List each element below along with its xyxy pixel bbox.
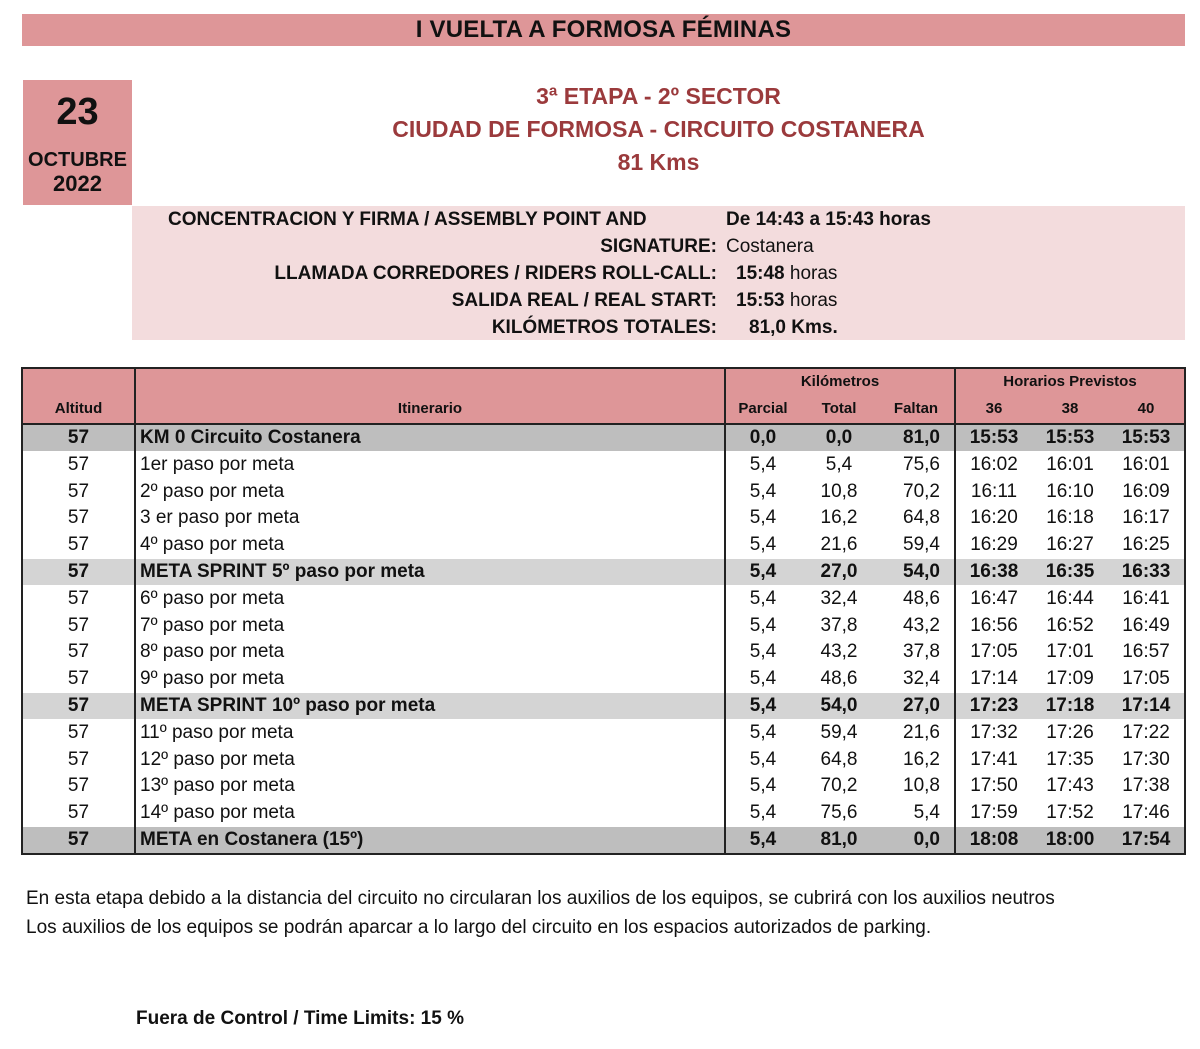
cell-itinerario: 8º paso por meta: [135, 639, 725, 666]
header-total: Total: [800, 396, 878, 424]
header-speed-40: 40: [1108, 396, 1185, 424]
signature-label: SIGNATURE:: [600, 236, 717, 257]
cell-parcial: 5,4: [725, 559, 800, 586]
cell-time-38: 16:18: [1046, 507, 1094, 529]
cell-time-38: 17:18: [1032, 693, 1108, 720]
cell-time-36: 16:20: [970, 507, 1018, 529]
cell-time-36: 16:47: [970, 587, 1018, 609]
header-itinerario: Itinerario: [135, 396, 725, 424]
cell-itinerario: 11º paso por meta: [135, 719, 725, 746]
cell-altitud: 57: [22, 800, 135, 827]
cell-parcial: 5,4: [749, 587, 777, 609]
cell-total: 21,6: [820, 534, 858, 556]
header-kilometros: Kilómetros: [725, 368, 955, 396]
cell-faltan: 54,0: [878, 559, 955, 586]
cell-altitud: 57: [22, 585, 135, 612]
cell-time-38: 16:10: [1046, 480, 1094, 502]
stage-info-panel: [132, 206, 1185, 340]
cell-time-38: 18:00: [1032, 827, 1108, 855]
table-row: [22, 666, 1185, 693]
cell-altitud: 57: [22, 612, 135, 639]
cell-altitud: 57: [22, 746, 135, 773]
cell-time-38: 16:52: [1046, 614, 1094, 636]
table-row: [22, 585, 1185, 612]
cell-time-38: 17:52: [1046, 802, 1094, 824]
cell-parcial: 0,0: [725, 424, 800, 452]
cell-time-40: 16:17: [1108, 505, 1185, 532]
table-row: [22, 505, 1185, 532]
cell-altitud: 57: [22, 424, 135, 452]
cell-time-36: 17:59: [970, 802, 1018, 824]
info-row-rollcall: [132, 260, 1185, 287]
cell-faltan: 27,0: [878, 693, 955, 720]
table-row: [22, 424, 1185, 452]
cell-time-36: 16:38: [955, 559, 1032, 586]
cell-time-36: 17:50: [970, 775, 1018, 797]
cell-faltan: 70,2: [878, 478, 955, 505]
cell-faltan: 5,4: [878, 800, 955, 827]
stage-heading: [132, 80, 1185, 179]
cell-itinerario: 14º paso por meta: [135, 800, 725, 827]
cell-itinerario: 3 er paso por meta: [135, 505, 725, 532]
cell-time-40: 17:38: [1108, 773, 1185, 800]
cell-parcial: 5,4: [749, 641, 777, 663]
cell-itinerario: 13º paso por meta: [135, 773, 725, 800]
table-row: [22, 532, 1185, 559]
cell-total: 37,8: [820, 614, 858, 636]
cell-itinerario: 12º paso por meta: [135, 746, 725, 773]
cell-altitud: 57: [22, 559, 135, 586]
cell-altitud: 57: [22, 532, 135, 559]
table-row: [22, 693, 1185, 720]
cell-time-40: 16:41: [1108, 585, 1185, 612]
header-horarios: Horarios Previstos: [955, 368, 1185, 396]
table-header-columns: [22, 396, 1185, 424]
cell-faltan: 16,2: [878, 746, 955, 773]
table-row: [22, 451, 1185, 478]
cell-total: 64,8: [820, 748, 858, 770]
start-time: 15:53: [736, 290, 785, 311]
cell-time-38: 16:27: [1046, 534, 1094, 556]
cell-total: 0,0: [800, 424, 878, 452]
cell-time-40: 15:53: [1108, 424, 1185, 452]
cell-time-40: 16:25: [1108, 532, 1185, 559]
date-day: 23: [56, 91, 99, 133]
cell-faltan: 48,6: [878, 585, 955, 612]
header-parcial: Parcial: [725, 396, 800, 424]
assembly-time: De 14:43 a 15:43 horas: [726, 209, 931, 230]
cell-parcial: 5,4: [749, 775, 777, 797]
header-speed-36: 36: [955, 396, 1032, 424]
itinerary-table: [21, 367, 1186, 855]
cell-total: 54,0: [800, 693, 878, 720]
cell-time-40: 16:01: [1108, 451, 1185, 478]
info-row-signature: [132, 233, 1185, 260]
start-unit: horas: [789, 290, 838, 311]
cell-altitud: 57: [22, 693, 135, 720]
cell-itinerario: META SPRINT 10º paso por meta: [135, 693, 725, 720]
cell-parcial: 5,4: [749, 721, 777, 743]
stage-distance: 81 Kms: [617, 149, 700, 175]
rollcall-unit: horas: [789, 263, 838, 284]
table-row: [22, 478, 1185, 505]
cell-time-36: 17:05: [970, 641, 1018, 663]
info-row-km: [132, 314, 1185, 341]
header-faltan: Faltan: [878, 396, 955, 424]
start-label: SALIDA REAL / REAL START:: [451, 290, 717, 311]
table-row: [22, 773, 1185, 800]
cell-time-38: 17:01: [1046, 641, 1094, 663]
cell-altitud: 57: [22, 666, 135, 693]
cell-parcial: 5,4: [749, 480, 777, 502]
cell-itinerario: 6º paso por meta: [135, 585, 725, 612]
cell-time-36: 17:23: [955, 693, 1032, 720]
cell-time-36: 15:53: [955, 424, 1032, 452]
cell-itinerario: META en Costanera (15º): [135, 827, 725, 855]
table-header-groups: [22, 368, 1185, 396]
table-row: [22, 612, 1185, 639]
table-row: [22, 746, 1185, 773]
cell-altitud: 57: [22, 639, 135, 666]
cell-time-38: 17:26: [1046, 721, 1094, 743]
cell-itinerario: KM 0 Circuito Costanera: [135, 424, 725, 452]
cell-parcial: 5,4: [749, 453, 777, 475]
cell-faltan: 10,8: [878, 773, 955, 800]
assembly-place: Costanera: [726, 236, 814, 257]
cell-faltan: 75,6: [878, 451, 955, 478]
race-title: I VUELTA A FORMOSA FÉMINAS: [415, 16, 792, 43]
cell-time-40: 17:22: [1108, 719, 1185, 746]
cell-parcial: 5,4: [749, 802, 777, 824]
cell-altitud: 57: [22, 827, 135, 855]
km-unit: Kms.: [791, 317, 838, 338]
date-month: OCTUBRE: [28, 149, 127, 171]
cell-total: 16,2: [820, 507, 858, 529]
cell-total: 43,2: [820, 641, 858, 663]
cell-time-36: 16:56: [970, 614, 1018, 636]
cell-time-40: 17:30: [1108, 746, 1185, 773]
rollcall-label: LLAMADA CORREDORES / RIDERS ROLL-CALL:: [274, 263, 717, 284]
cell-faltan: 59,4: [878, 532, 955, 559]
cell-itinerario: 2º paso por meta: [135, 478, 725, 505]
cell-itinerario: 7º paso por meta: [135, 612, 725, 639]
cell-total: 81,0: [800, 827, 878, 855]
cell-time-36: 16:02: [970, 453, 1018, 475]
info-row-start: [132, 287, 1185, 314]
cell-time-40: 17:05: [1108, 666, 1185, 693]
cell-time-40: 16:49: [1108, 612, 1185, 639]
cell-time-38: 16:01: [1046, 453, 1094, 475]
table-row: [22, 559, 1185, 586]
cell-itinerario: META SPRINT 5º paso por meta: [135, 559, 725, 586]
cell-time-38: 17:35: [1046, 748, 1094, 770]
cell-total: 75,6: [820, 802, 858, 824]
cell-parcial: 5,4: [749, 748, 777, 770]
date-box: [23, 80, 132, 205]
cell-time-36: 18:08: [955, 827, 1032, 855]
note-team-parking: Los auxilios de los equipos se podrán aparcar a lo largo del circuito en los espacios autorizados de parking.: [26, 917, 932, 938]
cell-time-38: 15:53: [1032, 424, 1108, 452]
cell-faltan: 64,8: [878, 505, 955, 532]
cell-time-36: 16:29: [970, 534, 1018, 556]
cell-faltan: 21,6: [878, 719, 955, 746]
cell-itinerario: 9º paso por meta: [135, 666, 725, 693]
info-row-assembly: [132, 206, 1185, 233]
header-speed-38: 38: [1032, 396, 1108, 424]
time-limits: Fuera de Control / Time Limits: 15 %: [136, 1008, 464, 1029]
table-row: [22, 800, 1185, 827]
header-altitud: Altitud: [22, 396, 135, 424]
table-row: [22, 719, 1185, 746]
cell-faltan: 81,0: [878, 424, 955, 452]
cell-total: 5,4: [825, 453, 853, 475]
table-row: [22, 639, 1185, 666]
stage-number: 3ª ETAPA - 2º SECTOR: [536, 83, 781, 109]
cell-faltan: 37,8: [878, 639, 955, 666]
date-year: 2022: [53, 171, 102, 196]
cell-time-38: 16:35: [1032, 559, 1108, 586]
note-neutral-support: En esta etapa debido a la distancia del circuito no circularan los auxilios de los equipos, se cubrirá con los auxilios neutros: [26, 888, 1055, 909]
cell-time-38: 16:44: [1046, 587, 1094, 609]
stage-route: CIUDAD DE FORMOSA - CIRCUITO COSTANERA: [392, 116, 925, 142]
cell-altitud: 57: [22, 773, 135, 800]
cell-time-38: 17:43: [1046, 775, 1094, 797]
cell-time-40: 16:09: [1108, 478, 1185, 505]
cell-time-36: 17:41: [970, 748, 1018, 770]
km-label: KILÓMETROS TOTALES:: [491, 317, 717, 338]
cell-time-36: 17:14: [970, 668, 1018, 690]
cell-parcial: 5,4: [749, 507, 777, 529]
cell-altitud: 57: [22, 719, 135, 746]
cell-parcial: 5,4: [725, 827, 800, 855]
cell-time-40: 17:46: [1108, 800, 1185, 827]
cell-time-40: 17:54: [1108, 827, 1185, 855]
cell-faltan: 43,2: [878, 612, 955, 639]
cell-time-36: 17:32: [970, 721, 1018, 743]
cell-parcial: 5,4: [749, 614, 777, 636]
cell-time-38: 17:09: [1046, 668, 1094, 690]
cell-time-40: 16:33: [1108, 559, 1185, 586]
cell-total: 32,4: [820, 587, 858, 609]
cell-total: 48,6: [820, 668, 858, 690]
cell-parcial: 5,4: [725, 693, 800, 720]
race-title-banner: [22, 14, 1185, 46]
cell-itinerario: 1er paso por meta: [135, 451, 725, 478]
cell-time-40: 16:57: [1108, 639, 1185, 666]
cell-total: 70,2: [820, 775, 858, 797]
table-row: [22, 827, 1185, 855]
assembly-label: CONCENTRACION Y FIRMA / ASSEMBLY POINT AND: [168, 209, 647, 230]
cell-faltan: 32,4: [878, 666, 955, 693]
cell-altitud: 57: [22, 505, 135, 532]
cell-parcial: 5,4: [749, 668, 777, 690]
rollcall-time: 15:48: [736, 263, 785, 284]
cell-total: 10,8: [820, 480, 858, 502]
cell-faltan: 0,0: [878, 827, 955, 855]
cell-time-40: 17:14: [1108, 693, 1185, 720]
cell-total: 27,0: [800, 559, 878, 586]
cell-parcial: 5,4: [749, 534, 777, 556]
cell-altitud: 57: [22, 451, 135, 478]
cell-time-36: 16:11: [970, 480, 1018, 502]
cell-itinerario: 4º paso por meta: [135, 532, 725, 559]
cell-total: 59,4: [820, 721, 858, 743]
stage-notes: [26, 884, 1146, 942]
km-value: 81,0: [749, 317, 786, 338]
cell-altitud: 57: [22, 478, 135, 505]
